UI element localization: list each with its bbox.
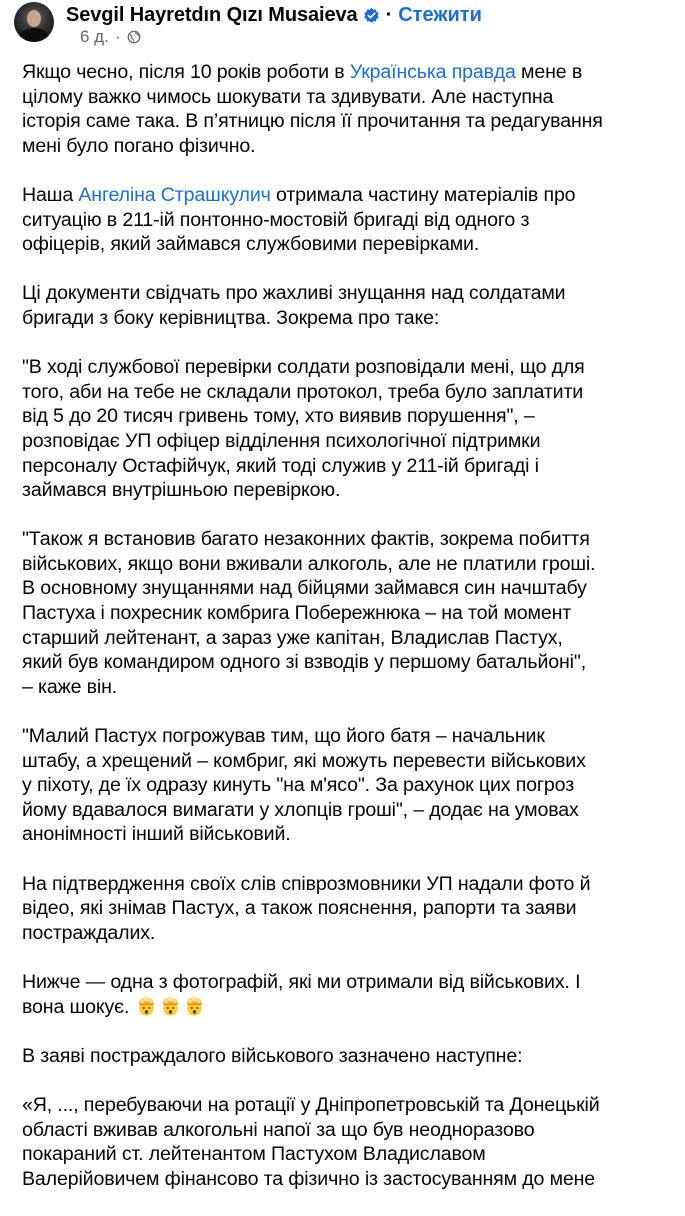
paragraph-1 bbox=[22, 60, 682, 158]
paragraph-3 bbox=[22, 281, 682, 330]
text-line: «Я, ..., перебуваючи на ротації у Дніпропетровській та Донецькій bbox=[22, 1093, 600, 1116]
paragraph-4 bbox=[22, 355, 682, 503]
text-line: персоналу Остафійчук, який тоді служив у 211-ій бригаді і bbox=[22, 454, 539, 477]
text-line: області вживав алкогольні напої за що був неодноразово bbox=[22, 1118, 535, 1141]
text-line: який був командиром одного зі взводів у першому батальйоні", bbox=[22, 651, 586, 674]
post-meta bbox=[80, 27, 141, 47]
text-line: розповідає УП офіцер відділення психологічної підтримки bbox=[22, 429, 541, 452]
text-line: Валерійовичем фінансово та фізично із застосуванням до мене bbox=[22, 1167, 596, 1190]
mention-link-angelina[interactable]: Ангеліна Страшкулич bbox=[78, 183, 271, 206]
text-line: у піхоту, де їх одразу кинуть "на м'ясо". За рахунок цих погроз bbox=[22, 774, 575, 797]
text-line: Нижче — одна з фотографій, які ми отримали від військових. І bbox=[22, 970, 581, 993]
exploding-head-emoji bbox=[159, 995, 182, 1017]
post-header bbox=[0, 0, 685, 52]
paragraph-6 bbox=[22, 724, 682, 847]
paragraph-9 bbox=[22, 1044, 682, 1069]
paragraph-8 bbox=[22, 970, 682, 1019]
author-avatar[interactable] bbox=[14, 2, 54, 42]
text-fragment: Наша bbox=[22, 183, 79, 206]
author-name[interactable]: Sevgil Hayretdın Qızı Musaieva bbox=[66, 3, 358, 26]
text-line: того, аби на тебе не складали протокол, треба було заплатити bbox=[22, 380, 584, 403]
text-line: В основному знущаннями над бійцями займався син начштабу bbox=[22, 577, 587, 600]
text-line: історія саме така. В п’ятницю після її прочитання та редагування bbox=[22, 110, 603, 133]
paragraph-7 bbox=[22, 872, 682, 946]
paragraph-2 bbox=[22, 183, 682, 257]
text-line: бригади з боку керівництва. Зокрема про таке: bbox=[22, 306, 440, 329]
text-line: В заяві постраждалого військового зазначено наступне: bbox=[22, 1044, 523, 1067]
text-line: офіцерів, який займався службовими перевірками. bbox=[22, 233, 480, 256]
verified-badge-icon bbox=[363, 7, 380, 24]
text-line: відео, які знімав Пастух, а також пояснення, рапорти та заяви bbox=[22, 897, 577, 920]
avatar-shoulders bbox=[19, 28, 49, 42]
text-line: Ці документи свідчать про жахливі знущання над солдатами bbox=[22, 282, 566, 305]
text-line: від 5 до 20 тисяч гривень тому, хто виявив порушення", – bbox=[22, 405, 535, 428]
text-fragment: вона шокує. bbox=[22, 995, 135, 1018]
paragraph-10 bbox=[22, 1093, 682, 1191]
text-line: йому вдавалося вимагати у хлопців гроші", – додає на умовах bbox=[22, 798, 579, 821]
text-line: анонімності інший військовий. bbox=[22, 823, 291, 846]
mention-link-ukrainska-pravda[interactable]: Українська правда bbox=[349, 61, 516, 83]
text-line: – каже він. bbox=[22, 675, 118, 698]
text-line: штабу, а хрещений – комбриг, які можуть перевести військових bbox=[22, 749, 586, 772]
text-fragment: отримала частину матеріалів про bbox=[270, 183, 576, 206]
text-line: мені було погано фізично. bbox=[22, 134, 256, 157]
text-line: ситуацію в 211-ій понтонно-мостовій бригаді від одного з bbox=[22, 208, 530, 231]
text-line bbox=[22, 60, 682, 85]
author-line bbox=[66, 4, 482, 26]
text-line: "В ході службової перевірки солдати розповідали мені, що для bbox=[22, 356, 585, 379]
paragraph-5 bbox=[22, 527, 682, 699]
text-fragment: мене в bbox=[515, 61, 583, 83]
meta-separator: · bbox=[114, 27, 121, 46]
text-line: постраждалих. bbox=[22, 921, 156, 944]
avatar-face bbox=[27, 10, 41, 27]
text-line: "Також я встановив багато незаконних фактів, зокрема побиття bbox=[22, 528, 590, 551]
text-line bbox=[22, 183, 682, 208]
text-line: старший лейтенант, а зараз уже капітан, Владислав Пастух, bbox=[22, 626, 563, 649]
text-line: Пастуха і похресник комбрига Побережнюка – на той момент bbox=[22, 602, 572, 625]
text-line bbox=[22, 995, 682, 1020]
text-line: військових, якщо вони вживали алкоголь, але не платили гроші. bbox=[22, 552, 596, 575]
name-separator: · bbox=[385, 3, 393, 26]
globe-icon[interactable] bbox=[127, 30, 141, 44]
text-line: покараний ст. лейтенантом Пастухом Владиславом bbox=[22, 1143, 486, 1166]
post-body bbox=[22, 60, 682, 1216]
post-time[interactable]: 6 д. bbox=[80, 27, 109, 46]
text-line: "Малий Пастух погрожував тим, що його батя – начальник bbox=[22, 725, 545, 748]
text-fragment: Якщо чесно, після 10 років роботи в bbox=[22, 61, 350, 83]
text-line: займався внутрішньою перевіркою. bbox=[22, 479, 341, 502]
exploding-head-emoji bbox=[183, 995, 206, 1017]
text-line: цілому важко чимось шокувати та здивувати. Але наступна bbox=[22, 85, 554, 108]
follow-button[interactable]: Стежити bbox=[398, 3, 482, 26]
text-line: На підтвердження своїх слів співрозмовники УП надали фото й bbox=[22, 872, 591, 895]
exploding-head-emoji bbox=[135, 995, 158, 1017]
